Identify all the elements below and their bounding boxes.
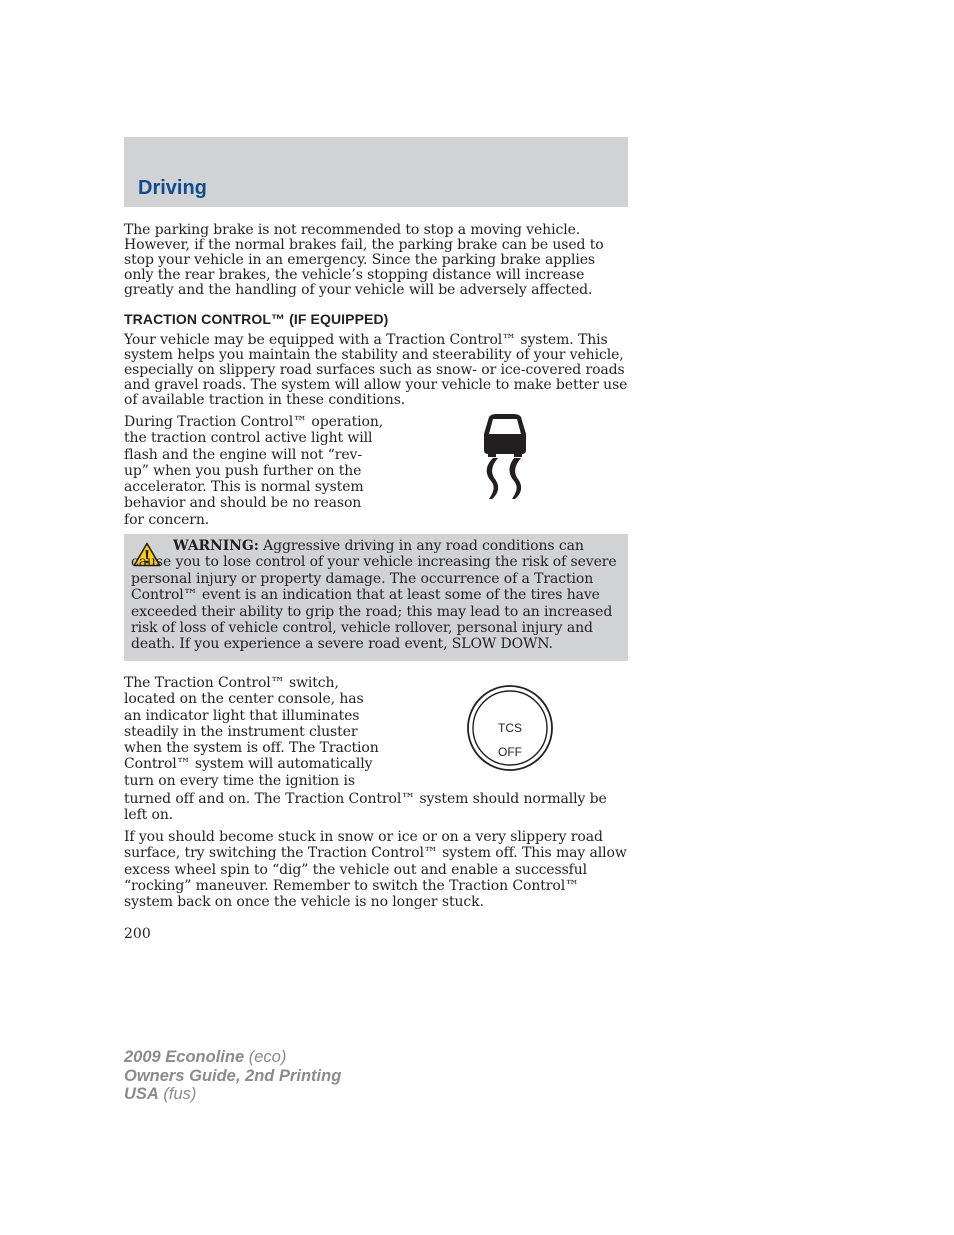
footer-market: USA (124, 1085, 159, 1103)
warning-text (131, 538, 623, 653)
section-heading: TRACTION CONTROL™ (IF EQUIPPED) (124, 311, 389, 327)
footer-market-code: (fus) (158, 1085, 197, 1103)
footer-imprint (124, 1048, 341, 1104)
footer-model: 2009 Econoline (124, 1048, 245, 1066)
traction-paragraph-2: During Traction Control™ operation, the traction control active light will flash and the engine will not “rev-up” when you push further on the accelerator. This is normal system behavior and should be no reason for concern. (124, 414, 384, 528)
footer-model-code: (eco) (244, 1048, 287, 1066)
traction-paragraph-1: Your vehicle may be equipped with a Traction Control™ system. This system helps you maintain the stability and steerability of your vehicle, especially on slippery road surfaces such as snow- or ice-covered roads and gravel roads. The system will allow your vehicle to make better use of available traction in these conditions. (124, 332, 628, 408)
traction-paragraph-3-wrapped: The Traction Control™ switch, located on the center console, has an indicator light that illuminates steadily in the instrument cluster when the system is off. The Traction Control™ system will automatically turn on every time the ignition is (124, 675, 379, 789)
warning-label: WARNING: (173, 538, 259, 554)
page-number: 200 (124, 926, 151, 942)
traction-paragraph-4: If you should become stuck in snow or ice or on a very slippery road surface, try switching the Traction Control™ system off. This may allow excess wheel spin to “dig” the vehicle out and enable a successful “rocking” maneuver. Remember to switch the Traction Control™ system back on once the vehicle is no longer stuck. (124, 829, 627, 911)
off-label: OFF (498, 745, 522, 759)
warning-box (124, 534, 628, 661)
traction-control-skid-icon (481, 414, 529, 504)
footer-line-model (124, 1048, 341, 1067)
tcs-label: TCS (498, 721, 522, 735)
section-header (124, 137, 628, 207)
page-title: Driving (138, 177, 207, 199)
warning-body: Aggressive driving in any road conditions can cause you to lose control of your vehicle increasing the risk of severe personal injury or property damage. The occurrence of a Traction Control™ event is an indication that at least some of the tires have exceeded their ability to grip the road; this may lead to an increased risk of loss of vehicle control, vehicle rollover, personal injury and death. If you experience a severe road event, SLOW DOWN. (131, 538, 617, 653)
intro-paragraph: The parking brake is not recommended to stop a moving vehicle. However, if the normal brakes fail, the parking brake can be used to stop your vehicle in an emergency. Since the parking brake applies only the rear brakes, the vehicle’s stopping distance will increase greatly and the handling of your vehicle will be adversely affected. (124, 222, 604, 298)
traction-paragraph-3-full: turned off and on. The Traction Control™ system should normally be left on. (124, 791, 607, 823)
footer-guide: Owners Guide, 2nd Printing (124, 1066, 342, 1085)
footer-line-market (124, 1085, 341, 1104)
tcs-off-button-icon (466, 684, 554, 776)
